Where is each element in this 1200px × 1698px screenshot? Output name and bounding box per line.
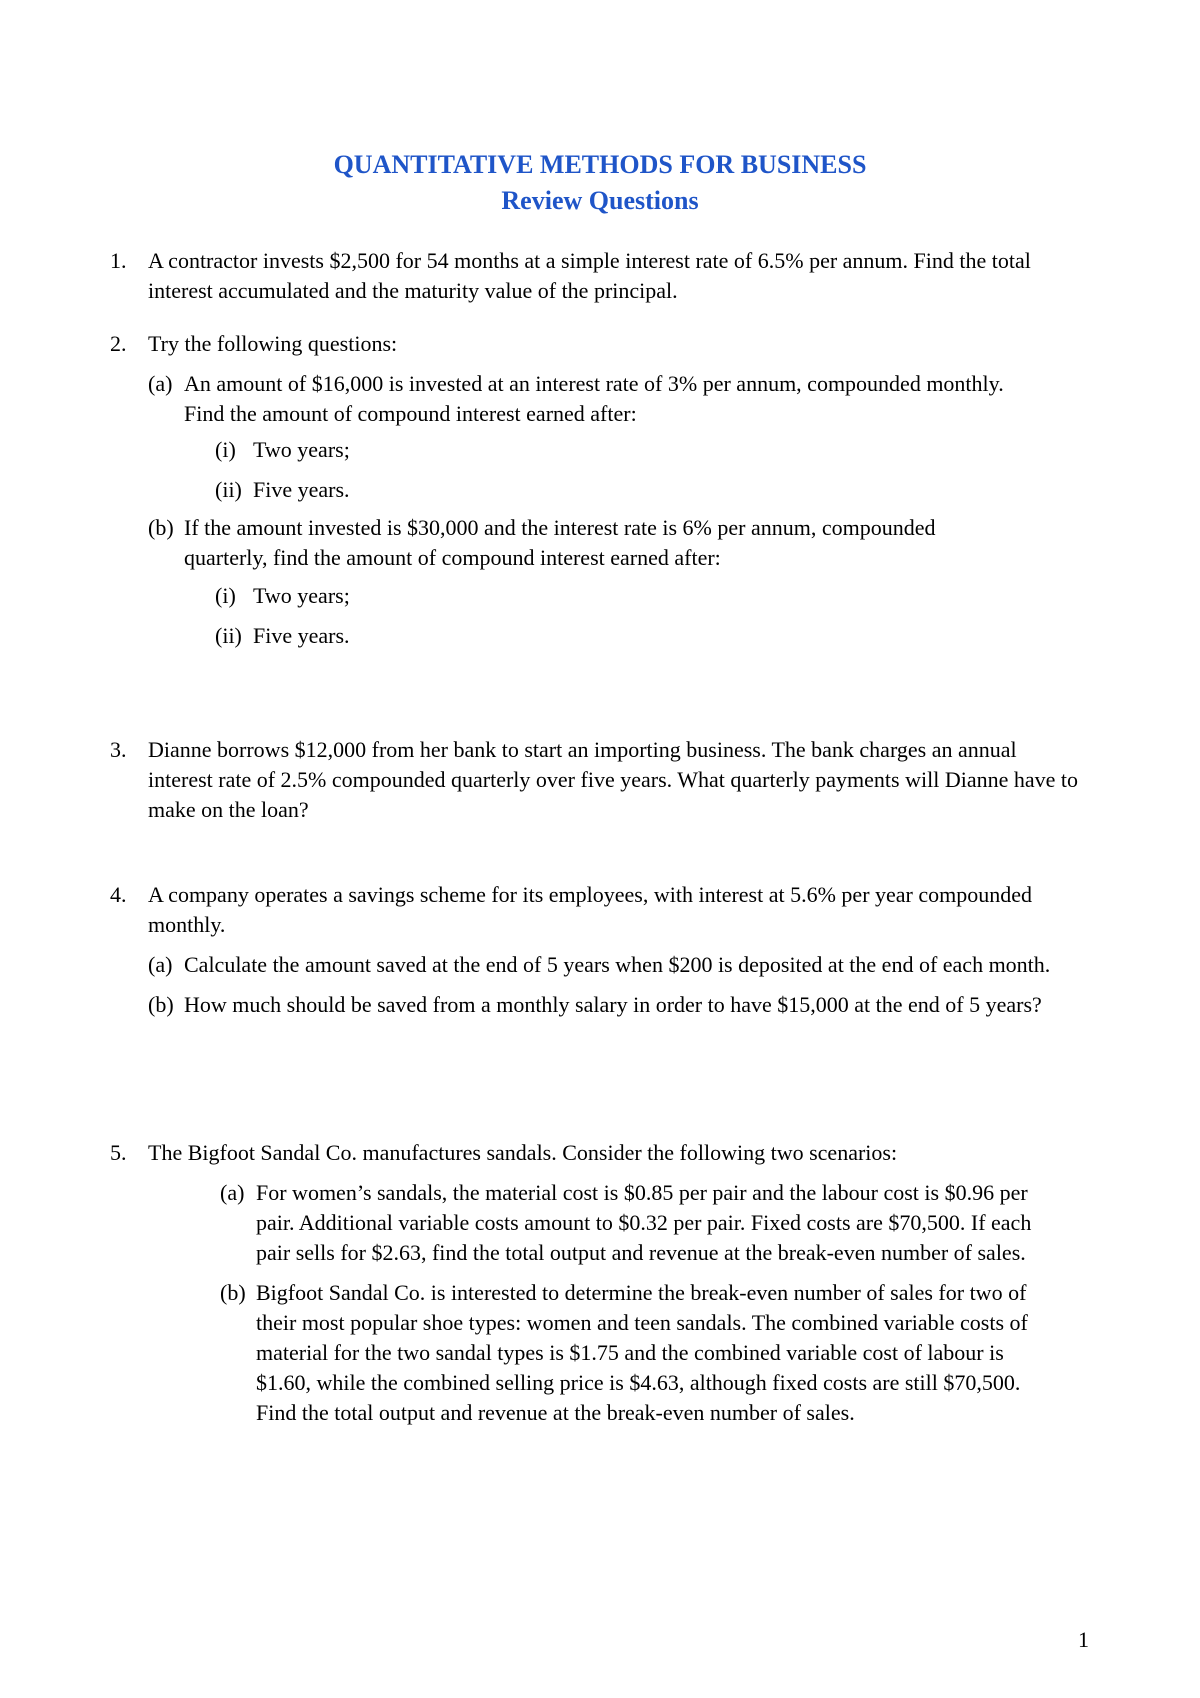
part-label: (a) (148, 371, 173, 396)
sub-item (215, 621, 1110, 651)
sub-item (215, 581, 1110, 611)
sub-item (215, 435, 1110, 465)
part-label: (b) (220, 1280, 246, 1305)
item-label: (i) (215, 583, 236, 608)
document-title: QUANTITATIVE METHODS FOR BUSINESS (333, 150, 867, 179)
part-label: (a) (148, 952, 173, 977)
question-number: 3. (110, 737, 127, 762)
item-text: Five years. (253, 623, 350, 648)
question-body (148, 880, 1110, 1020)
item-text: Two years; (253, 437, 350, 462)
question-text: Dianne borrows $12,000 from her bank to start an importing business. The bank charges an annual interest rate of 2.5% compounded quarterly over five years. What quarterly payments will Dianne have to make on the loan? (148, 737, 1078, 822)
part-text: If the amount invested is $30,000 and the interest rate is 6% per annum, compounded quarterly, find the amount of compound interest earned after: (184, 515, 936, 570)
part-text: Bigfoot Sandal Co. is interested to determine the break-even number of sales for two of their most popular shoe types: women and teen sandals. The combined variable costs of material for the two sandal types is $1.75 and the combined variable cost of labour is $1.60, while the combined selling price is $4.63, although fixed costs are still $70,500. Find the total output and revenue at the break-even number of sales. (256, 1280, 1028, 1425)
question-5 (110, 1138, 1110, 1428)
question-text: Try the following questions: (148, 331, 398, 356)
question-part (148, 369, 1014, 429)
item-label: (i) (215, 437, 236, 462)
question-part (220, 1178, 1056, 1268)
part-text: For women’s sandals, the material cost is $0.85 per pair and the labour cost is $0.96 per pair. Additional variable costs amount to $0.32 per pair. Fixed costs are $70,500. If each pair sells for $2.63, find the total output and revenue at the break-even number of sales. (256, 1180, 1032, 1265)
question-text: The Bigfoot Sandal Co. manufactures sandals. Consider the following two scenarios: (148, 1140, 898, 1165)
sub-item (215, 475, 1110, 505)
part-text: How much should be saved from a monthly salary in order to have $15,000 at the end of 5 years? (184, 992, 1042, 1017)
item-text: Five years. (253, 477, 350, 502)
question-text: A company operates a savings scheme for its employees, with interest at 5.6% per year compounded monthly. (148, 882, 1033, 937)
item-label: (ii) (215, 477, 242, 502)
question-number: 4. (110, 882, 127, 907)
question-part (148, 513, 1019, 573)
question-part (148, 950, 1054, 980)
question-number: 5. (110, 1140, 127, 1165)
question-1 (110, 246, 1110, 306)
question-number: 1. (110, 248, 127, 273)
item-label: (ii) (215, 623, 242, 648)
item-text: Two years; (253, 583, 350, 608)
part-text: An amount of $16,000 is invested at an interest rate of 3% per annum, compounded monthly. Find the amount of compound interest earned after: (184, 371, 1004, 426)
part-text: Calculate the amount saved at the end of 5 years when $200 is deposited at the end of each month. (184, 952, 1051, 977)
question-text: A contractor invests $2,500 for 54 months at a simple interest rate of 6.5% per annum. Find the total interest accumulated and the maturity value of the principal. (148, 248, 1031, 303)
part-label: (b) (148, 992, 174, 1017)
question-part (148, 990, 1054, 1020)
question-body (148, 329, 1110, 651)
page-number: 1 (1078, 1627, 1089, 1652)
question-2 (110, 329, 1110, 651)
question-4 (110, 880, 1110, 1020)
question-body (148, 1138, 1110, 1428)
question-3 (110, 735, 1110, 825)
question-number: 2. (110, 331, 127, 356)
question-part (220, 1278, 1056, 1428)
document-header (0, 147, 1200, 219)
part-label: (a) (220, 1180, 245, 1205)
part-label: (b) (148, 515, 174, 540)
document-subtitle: Review Questions (501, 186, 699, 215)
